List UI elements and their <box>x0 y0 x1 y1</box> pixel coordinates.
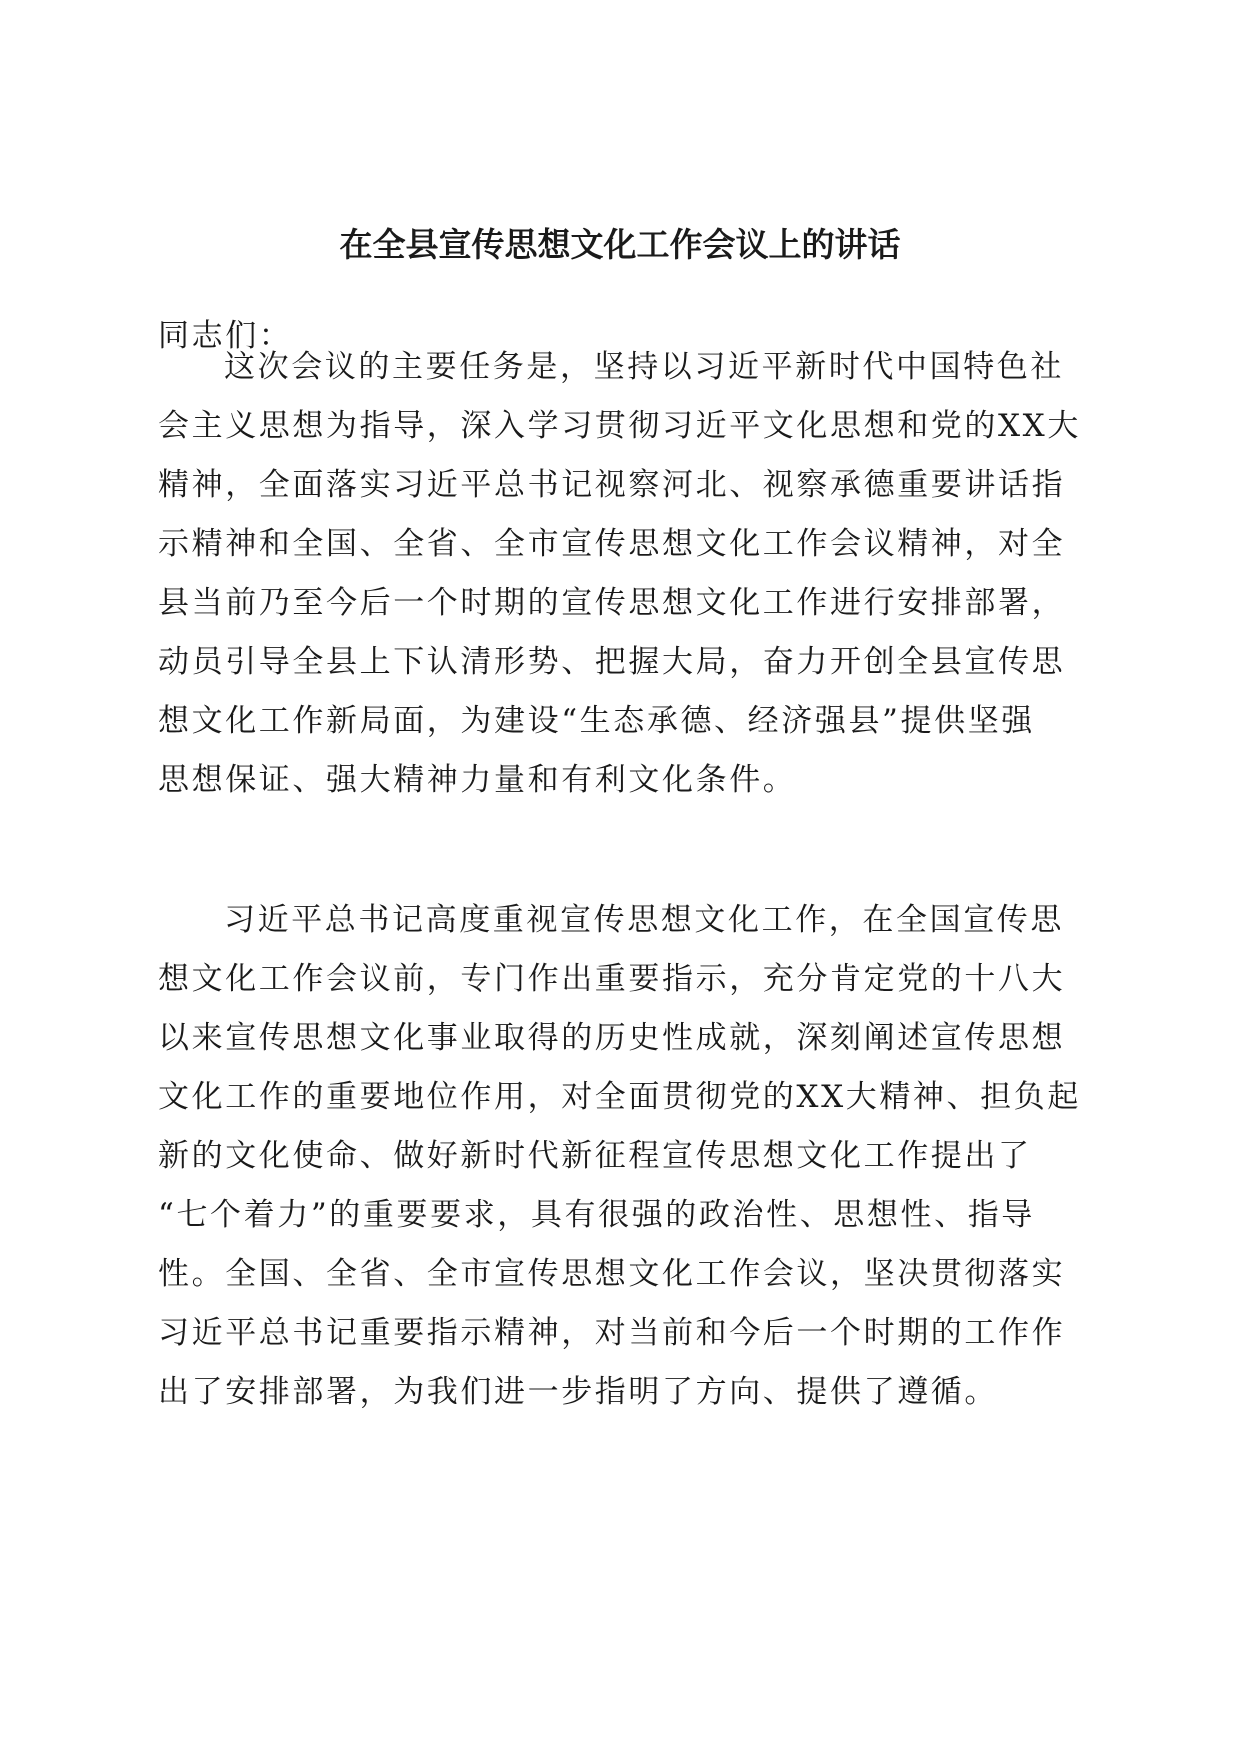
paragraph-2-line: 想文化工作会议前，专门作出重要指示，充分肯定党的十八大 <box>158 961 1066 997</box>
paragraph-2-line: 文化工作的重要地位作用，对全面贯彻党的XX大精神、担负起 <box>158 1079 1081 1115</box>
paragraph-2-line: “七个着力”的重要要求，具有很强的政治性、思想性、指导 <box>158 1197 1035 1233</box>
paragraph-2-line: 习近平总书记高度重视宣传思想文化工作，在全国宣传思 <box>224 902 1064 938</box>
paragraph-1-line: 示精神和全国、全省、全市宣传思想文化工作会议精神，对全 <box>158 526 1066 562</box>
paragraph-2-line: 出了安排部署，为我们进一步指明了方向、提供了遵循。 <box>158 1374 998 1410</box>
paragraph-1-line: 县当前乃至今后一个时期的宣传思想文化工作进行安排部署， <box>158 585 1066 621</box>
paragraph-2-line: 习近平总书记重要指示精神，对当前和今后一个时期的工作作 <box>158 1315 1066 1351</box>
paragraph-1-line: 思想保证、强大精神力量和有利文化条件。 <box>158 762 797 798</box>
salutation: 同志们： <box>158 318 293 354</box>
paragraph-2-line: 性。全国、全省、全市宣传思想文化工作会议，坚决贯彻落实 <box>158 1256 1066 1292</box>
paragraph-1-line: 这次会议的主要任务是，坚持以习近平新时代中国特色社 <box>224 349 1064 385</box>
paragraph-2-line: 新的文化使命、做好新时代新征程宣传思想文化工作提出了 <box>158 1138 1032 1174</box>
paragraph-1-line: 会主义思想为指导，深入学习贯彻习近平文化思想和党的XX大 <box>158 408 1081 444</box>
paragraph-2-line: 以来宣传思想文化事业取得的历史性成就，深刻阐述宣传思想 <box>158 1020 1066 1056</box>
paragraph-1-line: 精神，全面落实习近平总书记视察河北、视察承德重要讲话指 <box>158 467 1066 503</box>
paragraph-1-line: 动员引导全县上下认清形势、把握大局，奋力开创全县宣传思 <box>158 644 1066 680</box>
paragraph-1-line: 想文化工作新局面，为建设“生态承德、经济强县”提供坚强 <box>158 703 1035 739</box>
document-title: 在全县宣传思想文化工作会议上的讲话 <box>339 225 901 264</box>
